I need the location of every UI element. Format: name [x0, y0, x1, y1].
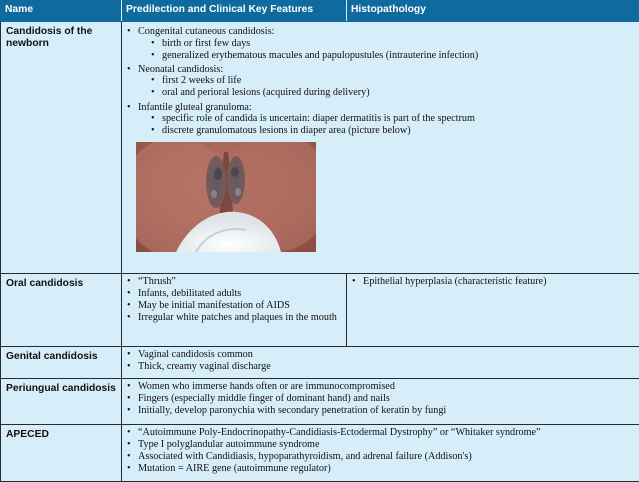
table-row — [1, 273, 639, 347]
clinical-photo-image — [136, 142, 316, 252]
list-item — [126, 26, 635, 61]
list-item: • first 2 weeks of life — [150, 75, 635, 86]
sub-list — [150, 38, 635, 61]
list-item: • Associated with Candidiasis, hypoparathyroidism, and adrenal failure (Addison's) — [126, 451, 635, 462]
group-title: Neonatal candidosis: — [138, 64, 224, 76]
table-row — [1, 424, 639, 481]
list-item: • oral and perioral lesions (acquired during delivery) — [150, 87, 635, 98]
list-item: • “Thrush” — [126, 276, 342, 287]
feature-list — [126, 427, 635, 475]
list-item — [126, 64, 635, 99]
list-item: • Vaginal candidosis common — [126, 349, 635, 360]
row-features — [122, 347, 639, 379]
list-item: • Fingers (especially middle finger of dominant hand) and nails — [126, 393, 635, 404]
feature-list — [126, 276, 342, 324]
row-name: Genital candidosis — [1, 347, 122, 379]
row-features — [122, 378, 639, 424]
table-row — [1, 22, 639, 273]
row-histopathology — [347, 273, 639, 347]
clinical-photo — [136, 142, 316, 252]
list-item: • “Autoimmune Poly-Endocrinopathy-Candidiasis-Ectodermal Dystrophy” or “Whitaker syndrome” — [126, 427, 635, 438]
list-item — [126, 102, 635, 137]
header-features: Predilection and Clinical Key Features — [122, 1, 347, 22]
header-name: Name — [1, 1, 122, 22]
list-item: • Women who immerse hands often or are immunocompromised — [126, 381, 635, 392]
header-histopathology: Histopathology — [347, 1, 639, 22]
group-title: Congenital cutaneous candidosis: — [138, 26, 275, 38]
list-item: • Mutation = AIRE gene (autoimmune regulator) — [126, 463, 635, 474]
feature-list — [126, 26, 635, 136]
table-row — [1, 347, 639, 379]
group-title: Infantile gluteal granuloma: — [138, 101, 252, 113]
list-item: • Irregular white patches and plaques in the mouth — [126, 312, 342, 323]
row-name: Candidosis of the newborn — [1, 22, 122, 273]
row-features — [122, 22, 639, 273]
list-item: • May be initial manifestation of AIDS — [126, 300, 342, 311]
table-row — [1, 378, 639, 424]
histo-list — [351, 276, 635, 287]
list-item: • Initially, develop paronychia with secondary penetration of keratin by fungi — [126, 405, 635, 416]
row-name: APECED — [1, 424, 122, 481]
list-item: • Type I polyglandular autoimmune syndrome — [126, 439, 635, 450]
list-item: • Thick, creamy vaginal discharge — [126, 361, 635, 372]
list-item: • generalized erythematous macules and papulopustules (intrauterine infection) — [150, 50, 635, 61]
row-features — [122, 424, 639, 481]
row-name: Oral candidosis — [1, 273, 122, 347]
list-item: • discrete granulomatous lesions in diaper area (picture below) — [150, 125, 635, 136]
row-name: Periungual candidosis — [1, 378, 122, 424]
row-features — [122, 273, 347, 347]
list-item: • Epithelial hyperplasia (characteristic feature) — [351, 276, 635, 287]
sub-list — [150, 75, 635, 98]
list-item: • birth or first few days — [150, 38, 635, 49]
list-item: • specific role of candida is uncertain: diaper dermatitis is part of the spectrum — [150, 113, 635, 124]
header-row — [1, 1, 639, 22]
sub-list — [150, 113, 635, 136]
feature-list — [126, 381, 635, 417]
feature-list — [126, 349, 635, 372]
list-item: • Infants, debilitated adults — [126, 288, 342, 299]
